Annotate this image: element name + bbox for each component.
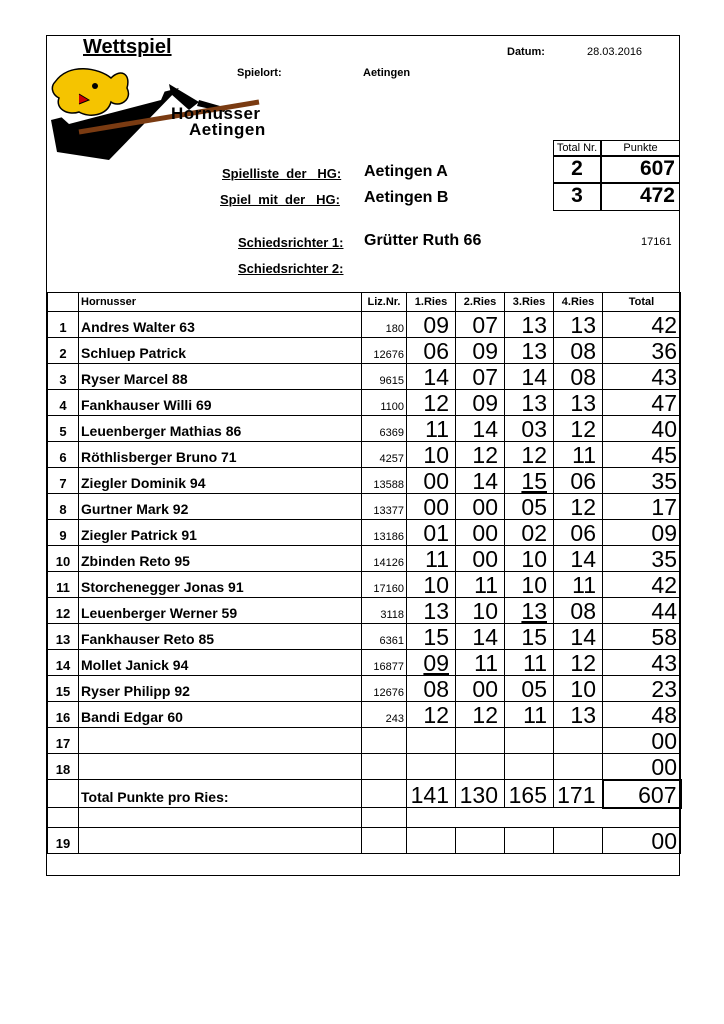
ries-4-score: 12 [554, 650, 603, 676]
license-number: 6361 [362, 624, 407, 650]
datum-label: Datum: [507, 46, 545, 58]
row-number: 14 [48, 650, 79, 676]
schiedsrichter1-lic: 17161 [641, 236, 672, 248]
license-number: 13588 [362, 468, 407, 494]
row-total: 36 [603, 338, 681, 364]
license-number: 3118 [362, 598, 407, 624]
sum-total: 607 [603, 780, 681, 808]
ries-3-score: 13 [505, 312, 554, 338]
ries-1-score: 01 [407, 520, 456, 546]
ries-1-score: 00 [407, 494, 456, 520]
ries-1-score: 14 [407, 364, 456, 390]
sum-blank [48, 780, 79, 808]
ries-1-score: 10 [407, 442, 456, 468]
ries-4-score: 06 [554, 468, 603, 494]
player-name: Fankhauser Willi 69 [79, 390, 362, 416]
spiel-mit-label: Spiel mit der HG: [220, 192, 340, 207]
player-name: Ryser Philipp 92 [79, 676, 362, 702]
ries-1-score: 15 [407, 624, 456, 650]
ries-3-score: 13 [505, 598, 554, 624]
ries-3-score: 03 [505, 416, 554, 442]
ries-3-score: 11 [505, 702, 554, 728]
punkte-header: Punkte [601, 140, 680, 156]
row-number: 4 [48, 390, 79, 416]
ries-4-score: 14 [554, 546, 603, 572]
row-total: 45 [603, 442, 681, 468]
ries-3-score: 10 [505, 572, 554, 598]
row-number: 12 [48, 598, 79, 624]
player-name [79, 728, 362, 754]
row-total: 35 [603, 546, 681, 572]
ries-4-score: 13 [554, 312, 603, 338]
table-row [48, 754, 681, 780]
ries-4-score [554, 728, 603, 754]
total-nr-header: Total Nr. [553, 140, 601, 156]
row-total: 09 [603, 520, 681, 546]
player-name: Fankhauser Reto 85 [79, 624, 362, 650]
header-ries-2: 2.Ries [456, 293, 505, 312]
ries-2-score [456, 754, 505, 780]
schiedsrichter2-label: Schiedsrichter 2: [238, 261, 344, 276]
logo-text-1: Hornusser [171, 104, 261, 123]
player-name: Ziegler Dominik 94 [79, 468, 362, 494]
ries-4-score: 13 [554, 702, 603, 728]
ries-2-score: 11 [456, 650, 505, 676]
table-row [48, 598, 681, 624]
ries-3-score [505, 728, 554, 754]
ries-1-score: 00 [407, 468, 456, 494]
table-row [48, 312, 681, 338]
header-no [48, 293, 79, 312]
row-total: 35 [603, 468, 681, 494]
license-number: 180 [362, 312, 407, 338]
row-number: 8 [48, 494, 79, 520]
sum-ries-2: 130 [456, 780, 505, 808]
header-ries-1: 1.Ries [407, 293, 456, 312]
logo-text-2: Aetingen [189, 120, 266, 139]
ries-3-score: 11 [505, 650, 554, 676]
row-total: 47 [603, 390, 681, 416]
spielliste-label: Spielliste der HG: [222, 166, 342, 181]
ries-2-score: 00 [456, 546, 505, 572]
table-row [48, 728, 681, 754]
row-total: 43 [603, 650, 681, 676]
header-hornusser: Hornusser [79, 293, 362, 312]
row-number: 18 [48, 754, 79, 780]
ries-2-score: 07 [456, 364, 505, 390]
row-number: 16 [48, 702, 79, 728]
ries-1-score: 09 [407, 312, 456, 338]
ries-4-score: 08 [554, 598, 603, 624]
license-number: 16877 [362, 650, 407, 676]
table-row [48, 624, 681, 650]
license-number: 14126 [362, 546, 407, 572]
spiel-mit-nr: 3 [553, 183, 601, 211]
player-name: Röthlisberger Bruno 71 [79, 442, 362, 468]
table-row [48, 546, 681, 572]
ries-1-score: 06 [407, 338, 456, 364]
ries-4-score: 14 [554, 624, 603, 650]
license-number [362, 754, 407, 780]
header-ries-4: 4.Ries [554, 293, 603, 312]
ries-2-score: 14 [456, 468, 505, 494]
player-name: Schluep Patrick [79, 338, 362, 364]
sum-label: Total Punkte pro Ries: [79, 780, 362, 808]
license-number: 12676 [362, 338, 407, 364]
ries-3-score: 15 [505, 624, 554, 650]
ries-3-score: 13 [505, 390, 554, 416]
ries-2-score: 12 [456, 442, 505, 468]
ries-1-score: 12 [407, 702, 456, 728]
table-row [48, 364, 681, 390]
ries-4-score: 08 [554, 364, 603, 390]
ries-3-score: 12 [505, 442, 554, 468]
ries-1-score: 08 [407, 676, 456, 702]
ries-2-score: 14 [456, 416, 505, 442]
table-row [48, 828, 681, 854]
sum-ries-4: 171 [554, 780, 603, 808]
player-name: Zbinden Reto 95 [79, 546, 362, 572]
table-row [48, 390, 681, 416]
license-number: 6369 [362, 416, 407, 442]
row-number: 3 [48, 364, 79, 390]
license-number: 243 [362, 702, 407, 728]
ries-2-score: 12 [456, 702, 505, 728]
table-row [48, 494, 681, 520]
ries-3-score [505, 754, 554, 780]
row-total: 23 [603, 676, 681, 702]
row-number: 10 [48, 546, 79, 572]
row-total: 48 [603, 702, 681, 728]
player-name: Andres Walter 63 [79, 312, 362, 338]
ries-2-score: 11 [456, 572, 505, 598]
row-total: 42 [603, 572, 681, 598]
spielort-value: Aetingen [363, 67, 411, 79]
table-row [48, 572, 681, 598]
row-total: 40 [603, 416, 681, 442]
table-row [48, 650, 681, 676]
license-number: 17160 [362, 572, 407, 598]
sum-ries-1: 141 [407, 780, 456, 808]
ries-2-score: 14 [456, 624, 505, 650]
header-total: Total [603, 293, 681, 312]
spiel-mit-team: Aetingen B [364, 189, 449, 206]
row-number: 2 [48, 338, 79, 364]
player-name: Mollet Janick 94 [79, 650, 362, 676]
player-name: Leuenberger Mathias 86 [79, 416, 362, 442]
player-name: Storchenegger Jonas 91 [79, 572, 362, 598]
row-total: 58 [603, 624, 681, 650]
row-number: 17 [48, 728, 79, 754]
ries-3-score: 13 [505, 338, 554, 364]
club-logo [49, 60, 279, 160]
ries-1-score: 11 [407, 546, 456, 572]
license-number: 13186 [362, 520, 407, 546]
ries-1-score: 09 [407, 650, 456, 676]
ries-2-score: 00 [456, 520, 505, 546]
sum-row [48, 780, 681, 808]
player-name: Ryser Marcel 88 [79, 364, 362, 390]
spielliste-team: Aetingen A [364, 163, 448, 180]
page-title: Wettspiel [83, 36, 172, 58]
ries-2-score: 09 [456, 390, 505, 416]
schiedsrichter1-name: Grütter Ruth 66 [364, 232, 482, 249]
row-total: 00 [603, 828, 681, 854]
ries-3-score: 10 [505, 546, 554, 572]
row-total: 44 [603, 598, 681, 624]
header-ries-3: 3.Ries [505, 293, 554, 312]
ries-1-score: 10 [407, 572, 456, 598]
player-name [79, 754, 362, 780]
table-row [48, 416, 681, 442]
ries-2-score: 10 [456, 598, 505, 624]
ries-2-score: 00 [456, 494, 505, 520]
ries-2-score: 00 [456, 676, 505, 702]
ries-3-score: 05 [505, 676, 554, 702]
sum-ries-3: 165 [505, 780, 554, 808]
schiedsrichter1-label: Schiedsrichter 1: [238, 235, 344, 250]
table-header-row [48, 293, 681, 312]
row-number: 9 [48, 520, 79, 546]
row-number: 6 [48, 442, 79, 468]
license-number: 13377 [362, 494, 407, 520]
player-name: Ziegler Patrick 91 [79, 520, 362, 546]
ries-2-score: 09 [456, 338, 505, 364]
ries-1-score [407, 728, 456, 754]
player-name: Leuenberger Werner 59 [79, 598, 362, 624]
player-name: Gurtner Mark 92 [79, 494, 362, 520]
ries-3-score: 05 [505, 494, 554, 520]
row-number: 11 [48, 572, 79, 598]
row-number: 5 [48, 416, 79, 442]
header-liz-nr: Liz.Nr. [362, 293, 407, 312]
spielort-label: Spielort: [237, 67, 282, 79]
table-row [48, 676, 681, 702]
sum-lic-blank [362, 780, 407, 808]
row-total: 43 [603, 364, 681, 390]
table-row [48, 702, 681, 728]
row-number: 15 [48, 676, 79, 702]
table-row [48, 442, 681, 468]
ries-2-score: 07 [456, 312, 505, 338]
ries-4-score [554, 754, 603, 780]
ries-3-score: 15 [505, 468, 554, 494]
table-row [48, 468, 681, 494]
row-number: 1 [48, 312, 79, 338]
ries-4-score: 11 [554, 442, 603, 468]
table-row [48, 520, 681, 546]
ries-2-score [456, 728, 505, 754]
ries-4-score: 08 [554, 338, 603, 364]
ries-4-score: 12 [554, 416, 603, 442]
ries-3-score: 14 [505, 364, 554, 390]
spacer-row [48, 808, 681, 828]
ries-3-score: 02 [505, 520, 554, 546]
license-number: 1100 [362, 390, 407, 416]
row-total: 17 [603, 494, 681, 520]
ries-4-score: 10 [554, 676, 603, 702]
score-table [47, 292, 682, 854]
ries-1-score [407, 754, 456, 780]
ries-4-score: 13 [554, 390, 603, 416]
license-number: 4257 [362, 442, 407, 468]
spielliste-punkte: 607 [601, 156, 680, 183]
ries-4-score: 11 [554, 572, 603, 598]
row-number: 19 [48, 828, 79, 854]
ries-1-score: 13 [407, 598, 456, 624]
row-total: 00 [603, 728, 681, 754]
license-number: 12676 [362, 676, 407, 702]
row-number: 7 [48, 468, 79, 494]
row-total: 42 [603, 312, 681, 338]
row-total: 00 [603, 754, 681, 780]
player-name: Bandi Edgar 60 [79, 702, 362, 728]
license-number: 9615 [362, 364, 407, 390]
license-number [362, 728, 407, 754]
score-sheet [46, 35, 680, 876]
ries-4-score: 06 [554, 520, 603, 546]
spielliste-nr: 2 [553, 156, 601, 183]
ries-1-score: 11 [407, 416, 456, 442]
table-row [48, 338, 681, 364]
ries-1-score: 12 [407, 390, 456, 416]
spiel-mit-punkte: 472 [601, 183, 680, 211]
ries-4-score: 12 [554, 494, 603, 520]
datum-value: 28.03.2016 [587, 46, 643, 58]
row-number: 13 [48, 624, 79, 650]
